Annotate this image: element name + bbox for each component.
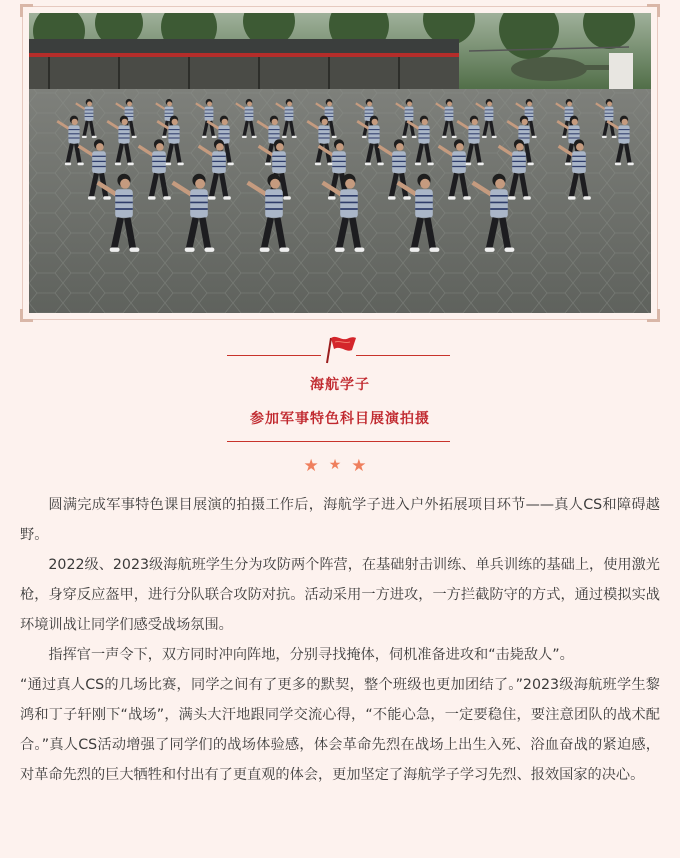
star-icon: ★	[328, 457, 352, 473]
star-icon: ★	[303, 456, 329, 476]
article-paragraph: 圆满完成军事特色课目展演的拍摄工作后，海航学子进入户外拓展项目环节——真人CS和障碍越野。	[20, 497, 660, 543]
divider-line	[356, 355, 450, 356]
article-body	[20, 490, 660, 790]
divider-line	[227, 355, 321, 356]
article-paragraph: “通过真人CS的几场比赛，同学之间有了更多的默契，整个班级也更加团结了。”2023级海航班学生黎鸿和丁子轩刚下“战场”，满头大汗地跟同学交流心得，“不能心急，一定要稳住，要注意团队的战术配合。”真人CS活动增强了同学们的战场体验感，体会革命先烈在战场上出生入死、浴血奋战的紧迫感，对革命先烈的巨大牺牲和付出有了更直观的体会，更加坚定了海航学子学习先烈、报效国家的决心。	[20, 677, 660, 783]
section-title: 海航学子	[310, 377, 370, 393]
star-icon: ★	[351, 456, 377, 476]
star-decoration	[0, 456, 680, 476]
red-flag-icon	[322, 334, 358, 364]
article-paragraph: 2022级、2023级海航班学生分为攻防两个阵营，在基础射击训练、单兵训练的基础上，使用激光枪，身穿反应盔甲，进行分队联合攻防对抗。活动采用一方进攻，一方拦截防守的方式，通过模拟实战环境训战让同学们感受战场氛围。	[20, 557, 660, 633]
divider-line	[227, 441, 450, 442]
photo-frame	[22, 6, 658, 320]
training-photo	[29, 13, 651, 313]
article-paragraph: 指挥官一声令下，双方同时冲向阵地，分别寻找掩体，伺机准备进攻和“击毙敌人”。	[48, 647, 574, 663]
section-subtitle: 参加军事特色科目展演拍摄	[250, 411, 430, 427]
